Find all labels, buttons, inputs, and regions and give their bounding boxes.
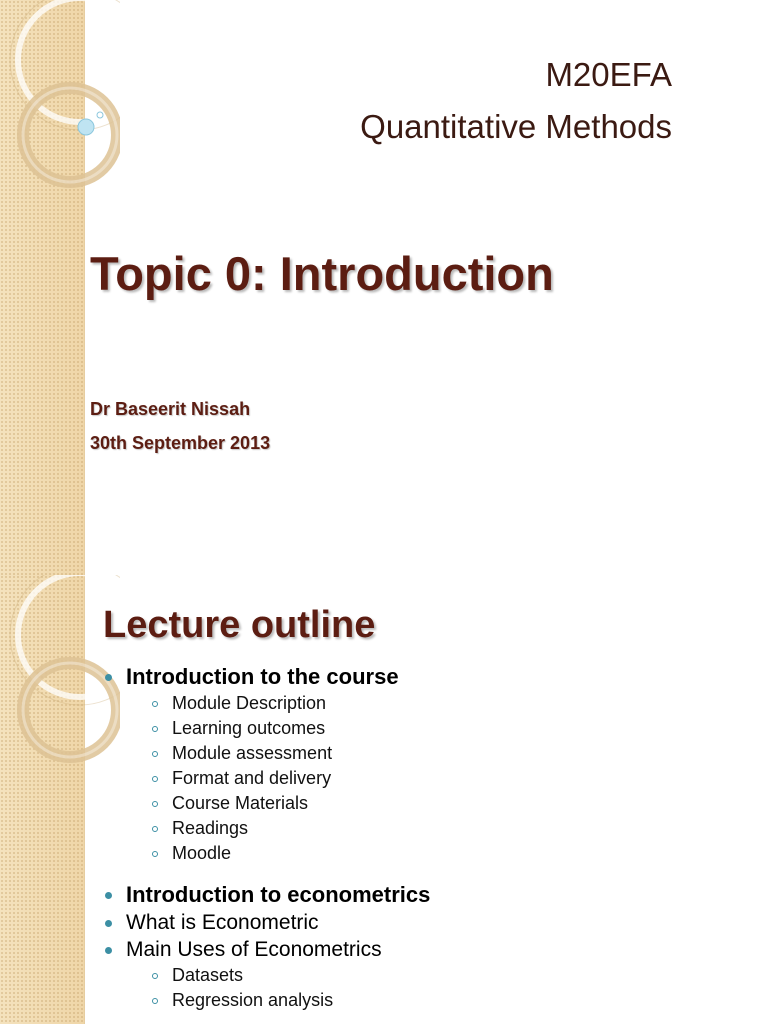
bullet-dot-icon: [105, 947, 112, 954]
topic-title: Topic 0: Introduction: [90, 247, 554, 300]
outline-item-main-uses: [103, 936, 723, 1013]
bullet-ring-icon: [152, 826, 158, 832]
outline-item-label: Main Uses of Econometrics: [126, 938, 382, 961]
outline-item-label: Introduction to econometrics: [126, 882, 431, 907]
bullet-ring-icon: [152, 726, 158, 732]
outline-item-what-is: [103, 909, 723, 936]
list-item: Regression analysis: [126, 988, 723, 1013]
bullet-ring-icon: [152, 801, 158, 807]
bullet-ring-icon: [152, 751, 158, 757]
bullet-ring-icon: [152, 701, 158, 707]
list-item: Learning outcomes: [126, 716, 723, 741]
outline-item-course: [103, 663, 723, 866]
bullet-ring-icon: [152, 851, 158, 857]
list-item: Moodle: [126, 841, 723, 866]
outline-item-label: Introduction to the course: [126, 664, 399, 689]
bullet-ring-icon: [152, 998, 158, 1004]
bullet-dot-icon: [105, 920, 112, 927]
ring-decoration: [0, 575, 120, 775]
course-name: Quantitative Methods: [360, 108, 672, 145]
list-item: Course Materials: [126, 791, 723, 816]
list-item: Module Description: [126, 691, 723, 716]
outline-slide: [0, 575, 768, 1024]
bullet-ring-icon: [152, 973, 158, 979]
course-code: M20EFA: [545, 56, 672, 93]
bullet-dot-icon: [105, 674, 112, 681]
list-item: Module assessment: [126, 741, 723, 766]
list-spacer: [103, 866, 723, 881]
list-item: Datasets: [126, 963, 723, 988]
outline-item-econometrics: [103, 881, 723, 909]
outline-title: Lecture outline: [103, 604, 376, 646]
list-item: Readings: [126, 816, 723, 841]
author-name: Dr Baseerit Nissah: [90, 399, 251, 419]
bullet-ring-icon: [152, 776, 158, 782]
bubble-decoration: [78, 119, 94, 135]
presentation-date: 30th September 2013: [90, 433, 271, 453]
outline-list: [103, 663, 723, 1013]
bullet-dot-icon: [105, 892, 112, 899]
outline-item-label: What is Econometric: [126, 911, 319, 934]
list-item: Format and delivery: [126, 766, 723, 791]
ring-decoration: [0, 0, 120, 200]
